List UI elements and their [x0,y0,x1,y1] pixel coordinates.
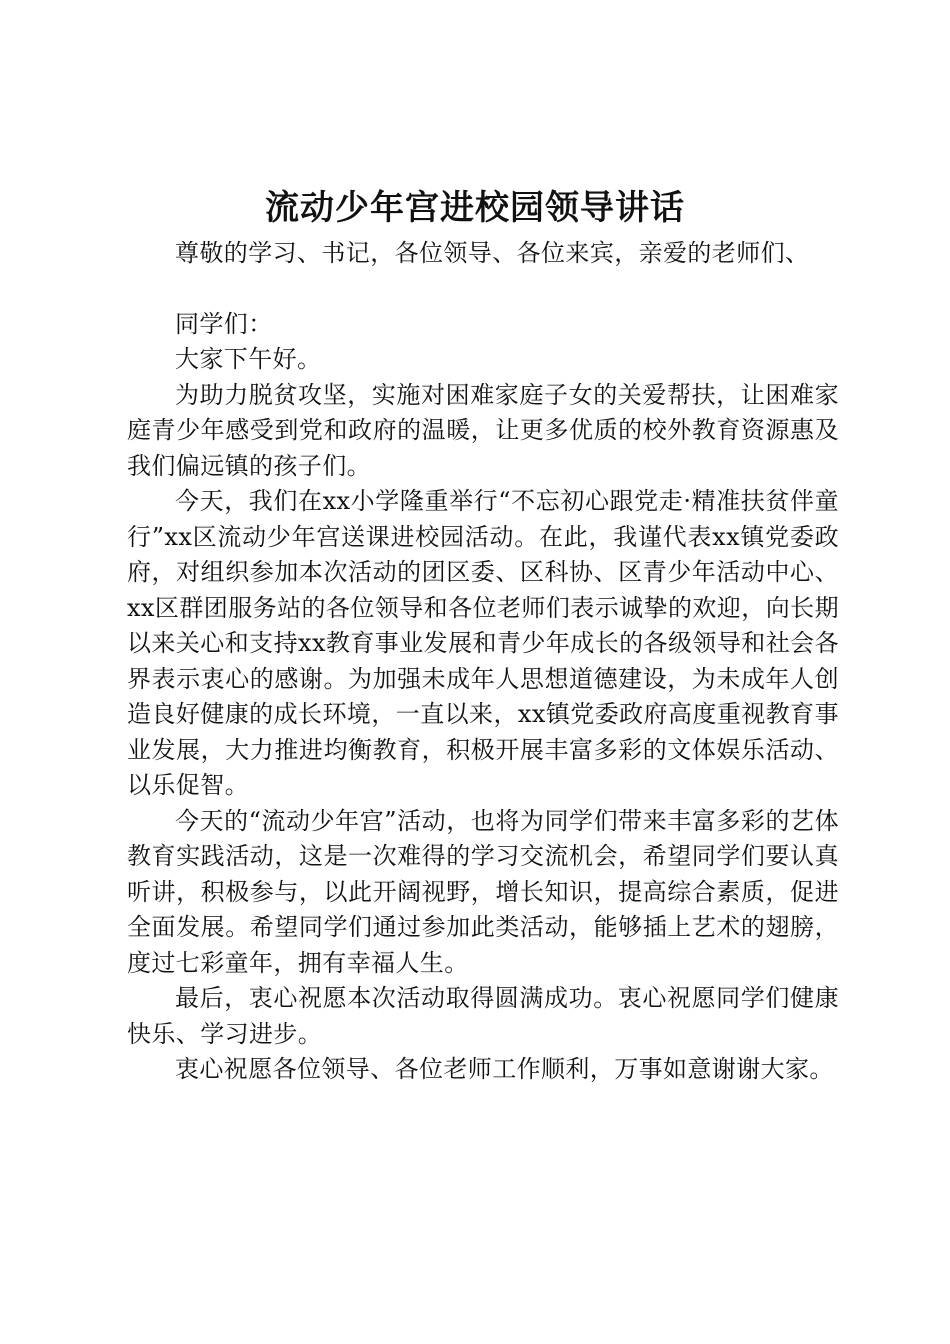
body-paragraph-welcome: 今天，我们在xx小学隆重举行“不忘初心跟党走·精准扶贫伴童行”xx区流动少年宫送课进校园活动。在此，我谨代表xx镇党委政府，对组织参加本次活动的团区委、区科协、区青少年活动中心、xx区群团服务站的各位领导和各位老师们表示诚挚的欢迎，向长期以来关心和支持xx教育事业发展和青少年成长的各级领导和社会各界表示衷心的感谢。为加强未成年人思想道德建设，为未成年人创造良好健康的成长环境，一直以来，xx镇党委政府高度重视教育事业发展，大力推进均衡教育，积极开展丰富多彩的文体娱乐活动、以乐促智。 [127,487,839,799]
closing-paragraph: 衷心祝愿各位领导、各位老师工作顺利，万事如意谢谢大家。 [175,1055,834,1083]
document-title: 流动少年宫进校园领导讲话 [265,188,685,228]
salutation-continuation: 同学们： [175,309,273,338]
greeting-paragraph: 大家下午好。 [175,345,322,373]
body-paragraph-wishes: 最后，衷心祝愿本次活动取得圆满成功。衷心祝愿同学们健康快乐、学习进步。 [127,984,839,1048]
body-paragraph-activity: 今天的“流动少年宫”活动，也将为同学们带来丰富多彩的艺体教育实践活动，这是一次难得的学习交流机会，希望同学们要认真听讲，积极参与，以此开阔视野，增长知识，提高综合素质，促进全面发展。希望同学们通过参加此类活动，能够插上艺术的翅膀，度过七彩童年，拥有幸福人生。 [127,806,839,977]
salutation-paragraph: 尊敬的学习、书记，各位领导、各位来宾，亲爱的老师们、 [175,239,810,267]
body-paragraph-purpose: 为助力脱贫攻坚，实施对困难家庭子女的关爱帮扶，让困难家庭青少年感受到党和政府的温暖，让更多优质的校外教育资源惠及我们偏远镇的孩子们。 [127,380,839,480]
document-body [127,236,839,1088]
